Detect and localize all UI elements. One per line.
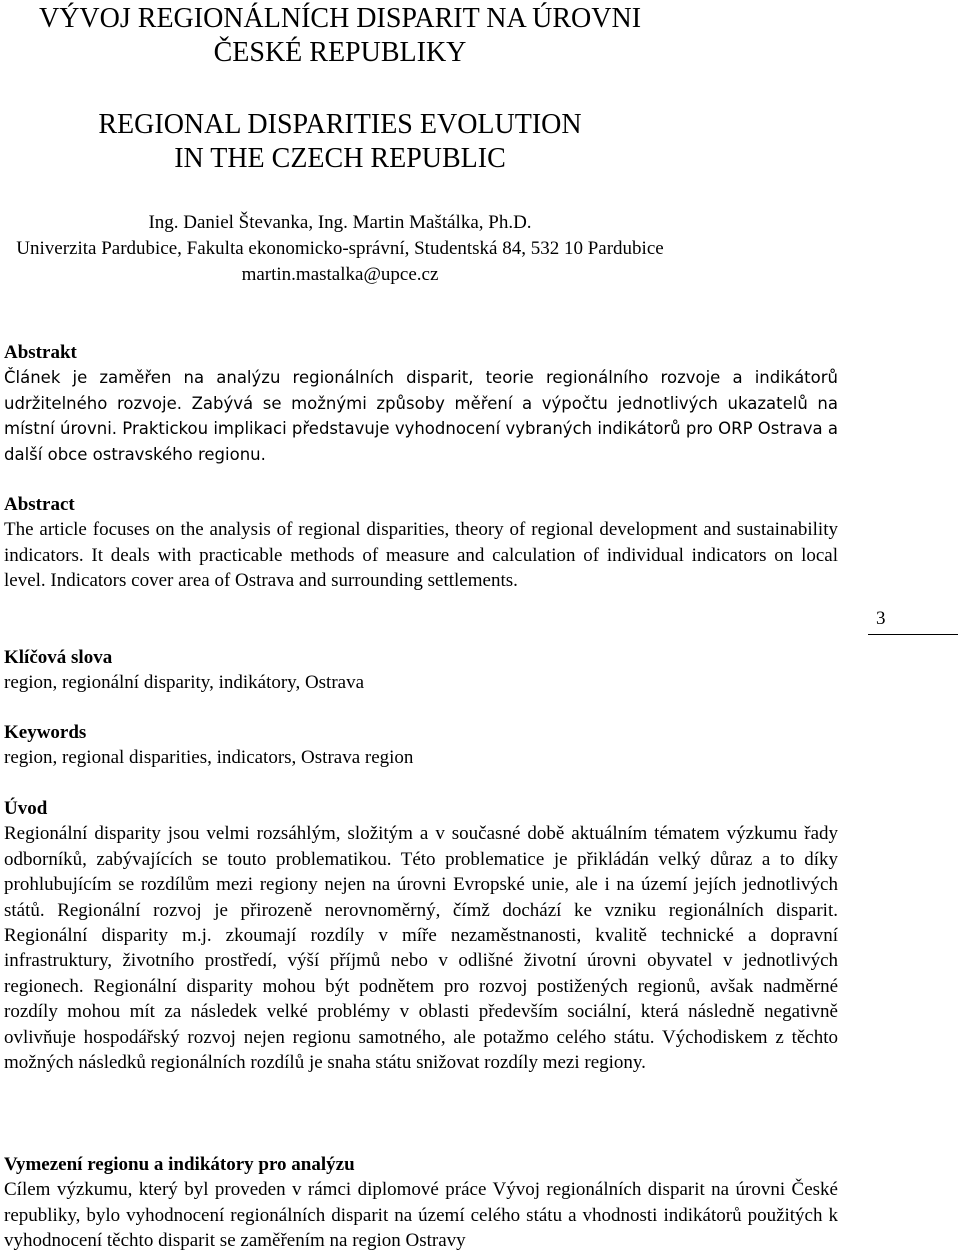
title-czech-line-1: VÝVOJ REGIONÁLNÍCH DISPARIT NA ÚROVNI bbox=[38, 3, 642, 34]
abstract-text: The article focuses on the analysis of regional disparities, theory of regional development and sustainability indicators. It deals with practicable methods of measure and calculation of individual indicators on local level. Indicators cover area of Ostrava and surrounding settlements. bbox=[4, 519, 838, 592]
title-english-line-2: IN THE CZECH REPUBLIC bbox=[174, 143, 506, 174]
title-czech bbox=[0, 2, 680, 70]
author-block bbox=[0, 210, 680, 288]
klicova-slova-text: region, regionální disparity, indikátory, Ostrava bbox=[4, 672, 365, 694]
keywords-heading: Keywords bbox=[4, 722, 87, 743]
title-czech-line-2: ČESKÉ REPUBLIKY bbox=[213, 37, 467, 68]
affiliation: Univerzita Pardubice, Fakulta ekonomicko-správní, Studentská 84, 532 10 Pardubice bbox=[16, 238, 664, 259]
abstrakt-text: Článek je zaměřen na analýzu regionálních disparit, teorie regionálního rozvoje a indikátorů udržitelného rozvoje. Zabývá se možnými způsoby měření a výpočtu jednotlivých ukazatelů na místní úrovni. Praktickou implikaci představuje vyhodnocení vybraných indikátorů pro ORP Ostrava a další obce ostravského regionu. bbox=[4, 368, 838, 464]
vymezeni-text: Cílem výzkumu, který byl proveden v rámci diplomové práce Vývoj regionálních disparit na úrovni České republiky, bylo vyhodnocení regionálních disparit na území celého státu a vhodnosti indikátorů použitých k vyhodnocení těchto disparit se zaměřením na region Ostravy bbox=[4, 1179, 838, 1252]
email[interactable]: martin.mastalka@upce.cz bbox=[241, 264, 439, 285]
uvod-heading: Úvod bbox=[4, 798, 48, 819]
keywords-section bbox=[4, 720, 838, 771]
authors: Ing. Daniel Števanka, Ing. Martin Maštálka, Ph.D. bbox=[148, 212, 532, 233]
abstract-section bbox=[4, 492, 838, 594]
page-number: 3 bbox=[876, 608, 886, 629]
abstract-heading: Abstract bbox=[4, 494, 75, 515]
title-english bbox=[0, 108, 680, 176]
title-english-line-1: REGIONAL DISPARITIES EVOLUTION bbox=[98, 109, 582, 140]
uvod-section bbox=[4, 796, 838, 1075]
keywords-text: region, regional disparities, indicators, Ostrava region bbox=[4, 747, 414, 769]
klicova-slova-section bbox=[4, 645, 838, 696]
uvod-text: Regionální disparity jsou velmi rozsáhlým, složitým a v současné době aktuálním tématem výzkumu řady odborníků, zabývajících se touto problematikou. Této problematice je přikládán velký důraz a to díky prohlubujícím se rozdílům mezi regiony nejen na úrovni Evropské unie, ale i na území jejích jednotlivých států. Regionální rozvoj je přirozeně nerovnoměrný, čímž dochází ke vzniku regionálních disparit. Regionální disparity m.j. zkoumají rozdíly v míře nezaměstnanosti, kvalitě technické a dopravní infrastruktury, životního prostředí, výší příjmů nebo v odlišné životní úrovni obyvatel v jednotlivých regionech. Regionální disparity mohou být podnětem pro rozvoj postižených regionů, avšak nadměrné rozdíly mohou mít za následek velké problémy v oblasti především sociální, která následně negativně ovlivňuje hospodářský rozvoj nejen regionu samotného, ale potažmo celého státu. Východiskem z těchto možných následků regionálních rozdílů je snaha státu snižovat rozdíly mezi regiony. bbox=[4, 823, 838, 1074]
page-number-rule bbox=[868, 634, 958, 635]
klicova-slova-heading: Klíčová slova bbox=[4, 647, 113, 668]
vymezeni-heading: Vymezení regionu a indikátory pro analýzu bbox=[4, 1154, 355, 1175]
vymezeni-section bbox=[4, 1152, 838, 1254]
abstrakt-section bbox=[4, 340, 838, 467]
abstrakt-heading: Abstrakt bbox=[4, 342, 77, 363]
